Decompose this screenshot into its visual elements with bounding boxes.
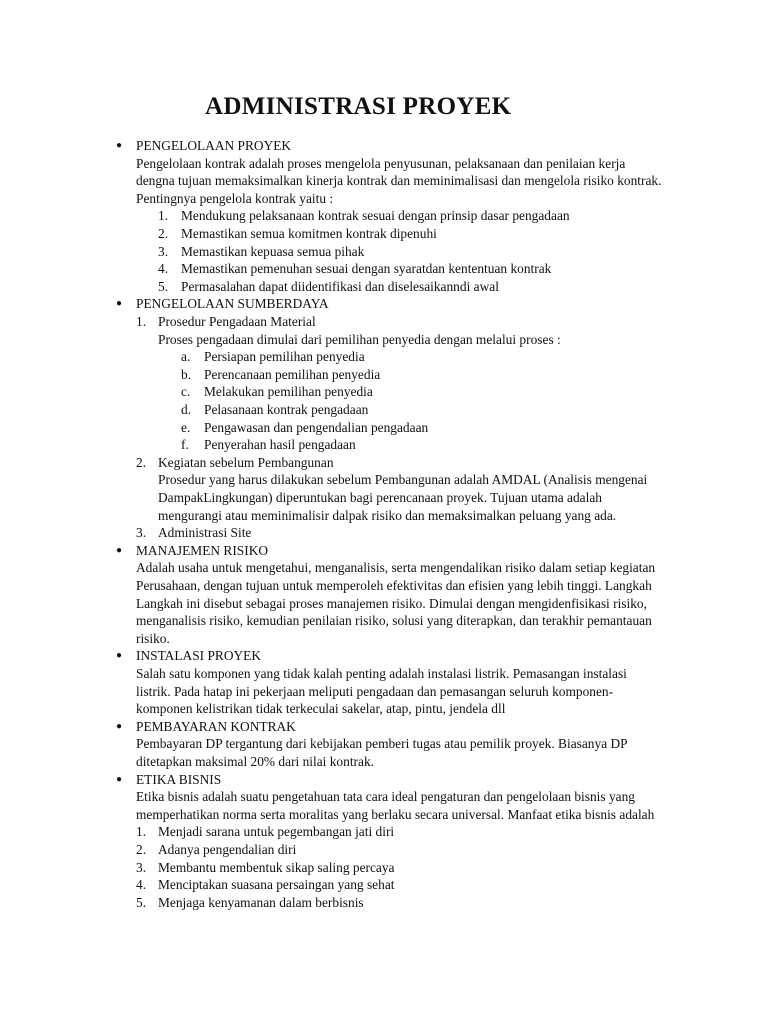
- paragraph-line: Adalah usaha untuk mengetahui, menganalisis, serta mengendalikan risiko dalam setiap kegiatan: [136, 560, 656, 576]
- paragraph-line: Prosedur yang harus dilakukan sebelum Pembangunan adalah AMDAL (Analisis mengenai: [158, 472, 648, 488]
- list-item: Adanya pengendalian diri: [158, 842, 297, 857]
- bullet-icon: ●: [116, 544, 123, 556]
- sublist-marker: b.: [181, 366, 192, 382]
- list-item: Mendukung pelaksanaan kontrak sesuai dengan prinsip dasar pengadaan: [181, 208, 570, 224]
- list-item: Memastikan semua komitmen kontrak dipenuhi: [181, 226, 437, 241]
- paragraph-line: risiko.: [136, 630, 170, 646]
- section-heading: ETIKA BISNIS: [136, 771, 222, 787]
- paragraph-line: DampakLingkungan) diperuntukan bagi perencanaan proyek. Tujuan utama adalah: [158, 490, 602, 505]
- bullet-icon: ●: [116, 298, 123, 310]
- bullet-icon: ●: [116, 140, 123, 151]
- list-marker: 4.: [136, 877, 147, 893]
- list-marker: 5.: [136, 894, 147, 910]
- list-marker: 4.: [158, 261, 169, 277]
- list-item: Membantu membentuk sikap saling percaya: [158, 859, 395, 875]
- sublist-item: Melakukan pemilihan penyedia: [204, 384, 373, 400]
- section-heading: INSTALASI PROYEK: [136, 648, 262, 664]
- sublist-marker: d.: [181, 402, 192, 417]
- paragraph-line: Langkah ini disebut sebagai proses manajemen risiko. Dimulai dengan mengidenfisikasi risiko,: [136, 595, 647, 611]
- paragraph-line: komponen kelistrikan tidak terkeculai sakelar, atap, pintu, jendela dll: [136, 701, 506, 717]
- list-marker: 2.: [136, 454, 147, 470]
- bullet-icon: ●: [116, 720, 123, 732]
- paragraph-line: Etika bisnis adalah suatu pengetahuan tata cara ideal pengaturan dan pengelolaan bisnis yang: [136, 789, 635, 805]
- list-item-title: Prosedur Pengadaan Material: [158, 314, 316, 329]
- section-heading: PEMBAYARAN KONTRAK: [136, 718, 296, 734]
- paragraph-line: Perusahaan, dengan tujuan untuk memperoleh efektivitas dan efisien yang lebih tinggi. Langkah: [136, 578, 652, 593]
- section-heading: MANAJEMEN RISIKO: [136, 542, 269, 558]
- sublist-item: Pengawasan dan pengendalian pengadaan: [204, 419, 429, 435]
- section-heading: PENGELOLAAN PROYEK: [136, 138, 292, 153]
- sublist-marker: e.: [181, 419, 191, 435]
- paragraph-line: menganalisis risiko, kemudian penilaian risiko, solusi yang diterapkan, dan terakhir pemantauan: [136, 613, 652, 629]
- list-item: Memastikan kepuasa semua pihak: [181, 243, 365, 259]
- sublist-item: Penyerahan hasil pengadaan: [204, 437, 356, 453]
- list-marker: 1.: [158, 208, 169, 224]
- paragraph-line: mengurangi atau meminimalisir dalpak risiko dan memaksimalkan peluang yang ada.: [158, 507, 617, 523]
- list-item: Menciptakan suasana persaingan yang sehat: [158, 877, 395, 893]
- bullet-icon: ●: [116, 650, 123, 662]
- section-heading: PENGELOLAAN SUMBERDAYA: [136, 296, 329, 312]
- list-marker: 2.: [136, 842, 147, 857]
- page-title: ADMINISTRASI PROYEK: [205, 93, 512, 120]
- sublist-item: Pelasanaan kontrak pengadaan: [204, 402, 369, 417]
- list-item-title: Kegiatan sebelum Pembangunan: [158, 454, 334, 470]
- paragraph-line: Pembayaran DP tergantung dari kebijakan pemberi tugas atau pemilik proyek. Biasanya DP: [136, 736, 628, 752]
- paragraph-line: ditetapkan maksimal 20% dari nilai kontrak.: [136, 754, 374, 769]
- list-item-title: Administrasi Site: [158, 525, 252, 541]
- sublist-item: Perencanaan pemilihan penyedia: [204, 366, 381, 382]
- list-item: Permasalahan dapat diidentifikasi dan diselesaikanndi awal: [181, 278, 499, 294]
- paragraph-line: Salah satu komponen yang tidak kalah penting adalah instalasi listrik. Pemasangan instalasi: [136, 666, 627, 681]
- sublist-marker: f.: [181, 437, 189, 453]
- list-marker: 3.: [158, 243, 169, 259]
- list-item: Menjadi sarana untuk pegembangan jati diri: [158, 824, 395, 840]
- paragraph-line: memperhatikan norma serta moralitas yang berlaku secara universal. Manfaat etika bisnis adalah: [136, 806, 655, 822]
- list-marker: 5.: [158, 278, 169, 294]
- sublist-marker: a.: [181, 349, 191, 365]
- list-marker: 3.: [136, 525, 147, 541]
- list-marker: 1.: [136, 824, 147, 840]
- paragraph-line: dengna tujuan memaksimalkan kinerja kontrak dan meminimalisasi dan mengelola risiko kontrak.: [136, 173, 662, 189]
- list-item: Memastikan pemenuhan sesuai dengan syaratdan kententuan kontrak: [181, 261, 552, 277]
- list-marker: 2.: [158, 226, 169, 241]
- list-item: Menjaga kenyamanan dalam berbisnis: [158, 894, 364, 910]
- paragraph-line: Pengelolaan kontrak adalah proses mengelola penyusunan, pelaksanaan dan penilaian kerja: [136, 155, 626, 171]
- sublist-item: Persiapan pemilihan penyedia: [204, 349, 365, 365]
- paragraph-line: Pentingnya pengelola kontrak yaitu :: [136, 190, 334, 206]
- paragraph-line: listrik. Pada hatap ini pekerjaan meliputi pengadaan dan pemasangan seluruh komponen-: [136, 683, 614, 699]
- sublist-marker: c.: [181, 384, 191, 400]
- paragraph-line: Proses pengadaan dimulai dari pemilihan penyedia dengan melalui proses :: [158, 331, 561, 347]
- list-marker: 3.: [136, 859, 147, 875]
- list-marker: 1.: [136, 314, 147, 329]
- bullet-icon: ●: [116, 773, 123, 785]
